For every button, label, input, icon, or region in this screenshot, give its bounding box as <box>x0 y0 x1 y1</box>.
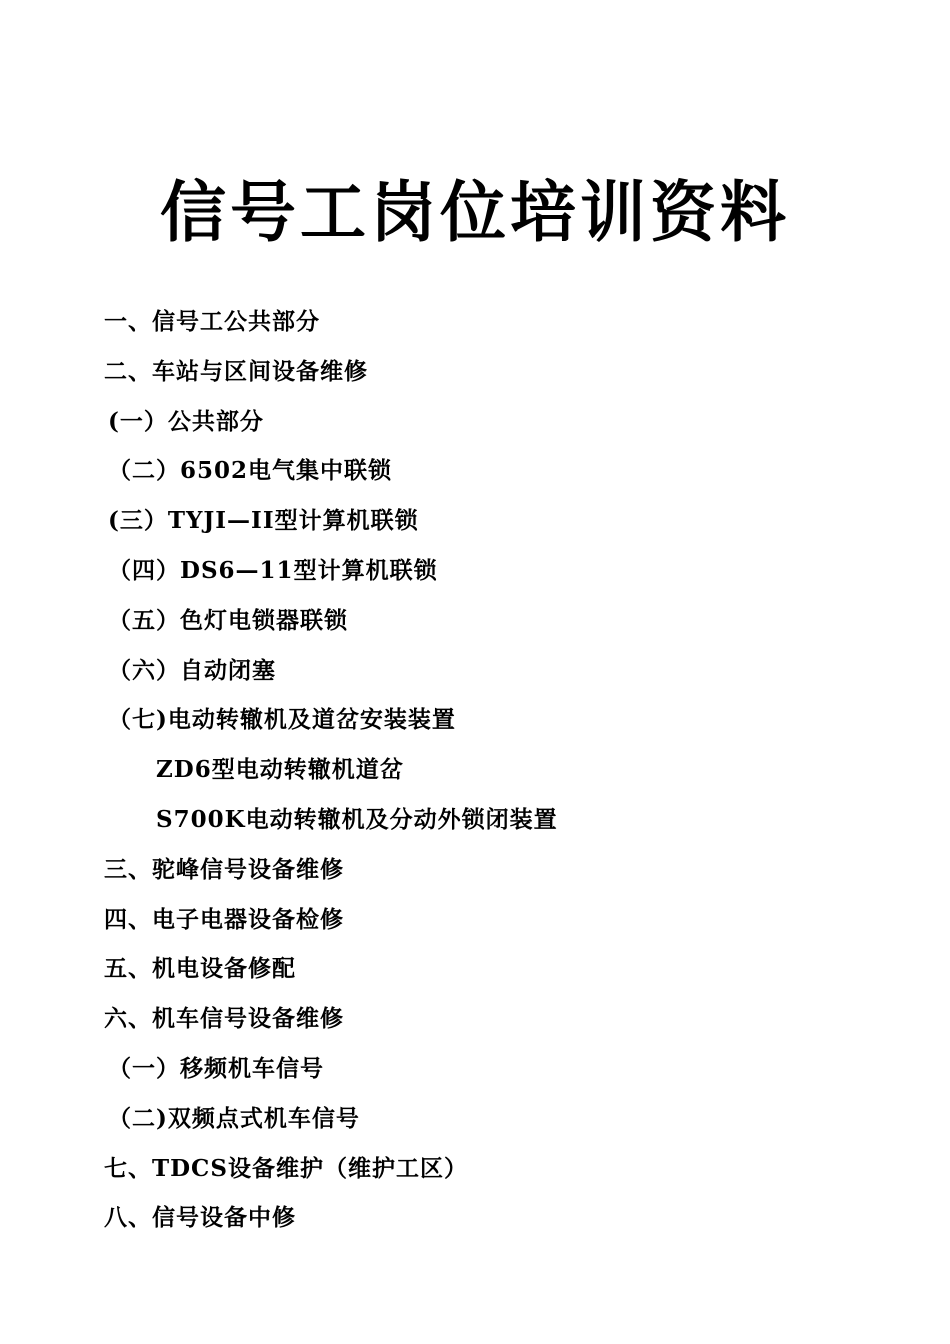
toc-item-7: 七、TDCS设备维护（维护工区） <box>104 1154 468 1182</box>
toc-item-2-7: （七)电动转辙机及道岔安装装置 <box>108 706 456 734</box>
toc-item-2: 二、车站与区间设备维修 <box>104 357 368 385</box>
toc-item-2-6: （六）自动闭塞 <box>108 656 276 684</box>
table-of-contents <box>104 302 904 1248</box>
document-title: 信号工岗位培训资料 <box>160 173 790 251</box>
toc-item-2-7-1: ZD6型电动转辙机道岔 <box>156 756 404 784</box>
toc-item-2-4: （四）DS6—11型计算机联锁 <box>108 556 438 584</box>
toc-item-4: 四、电子电器设备检修 <box>104 905 344 933</box>
toc-item-2-5: （五）色灯电锁器联锁 <box>108 606 348 634</box>
toc-item-2-2: （二）6502电气集中联锁 <box>108 457 393 485</box>
toc-item-5: 五、机电设备修配 <box>104 955 296 983</box>
toc-item-1: 一、信号工公共部分 <box>104 308 320 335</box>
toc-item-2-1: (一）公共部分 <box>108 407 264 435</box>
toc-item-8: 八、信号设备中修 <box>104 1204 296 1232</box>
toc-item-6-2: （二)双频点式机车信号 <box>108 1104 360 1132</box>
toc-item-3: 三、驼峰信号设备维修 <box>104 855 344 883</box>
toc-item-2-7-2: S700K电动转辙机及分动外锁闭装置 <box>156 805 558 833</box>
toc-item-6-1: （一）移频机车信号 <box>108 1054 324 1082</box>
toc-item-6: 六、机车信号设备维修 <box>104 1005 344 1033</box>
toc-item-2-3: (三）TYJI—II型计算机联锁 <box>108 507 419 535</box>
